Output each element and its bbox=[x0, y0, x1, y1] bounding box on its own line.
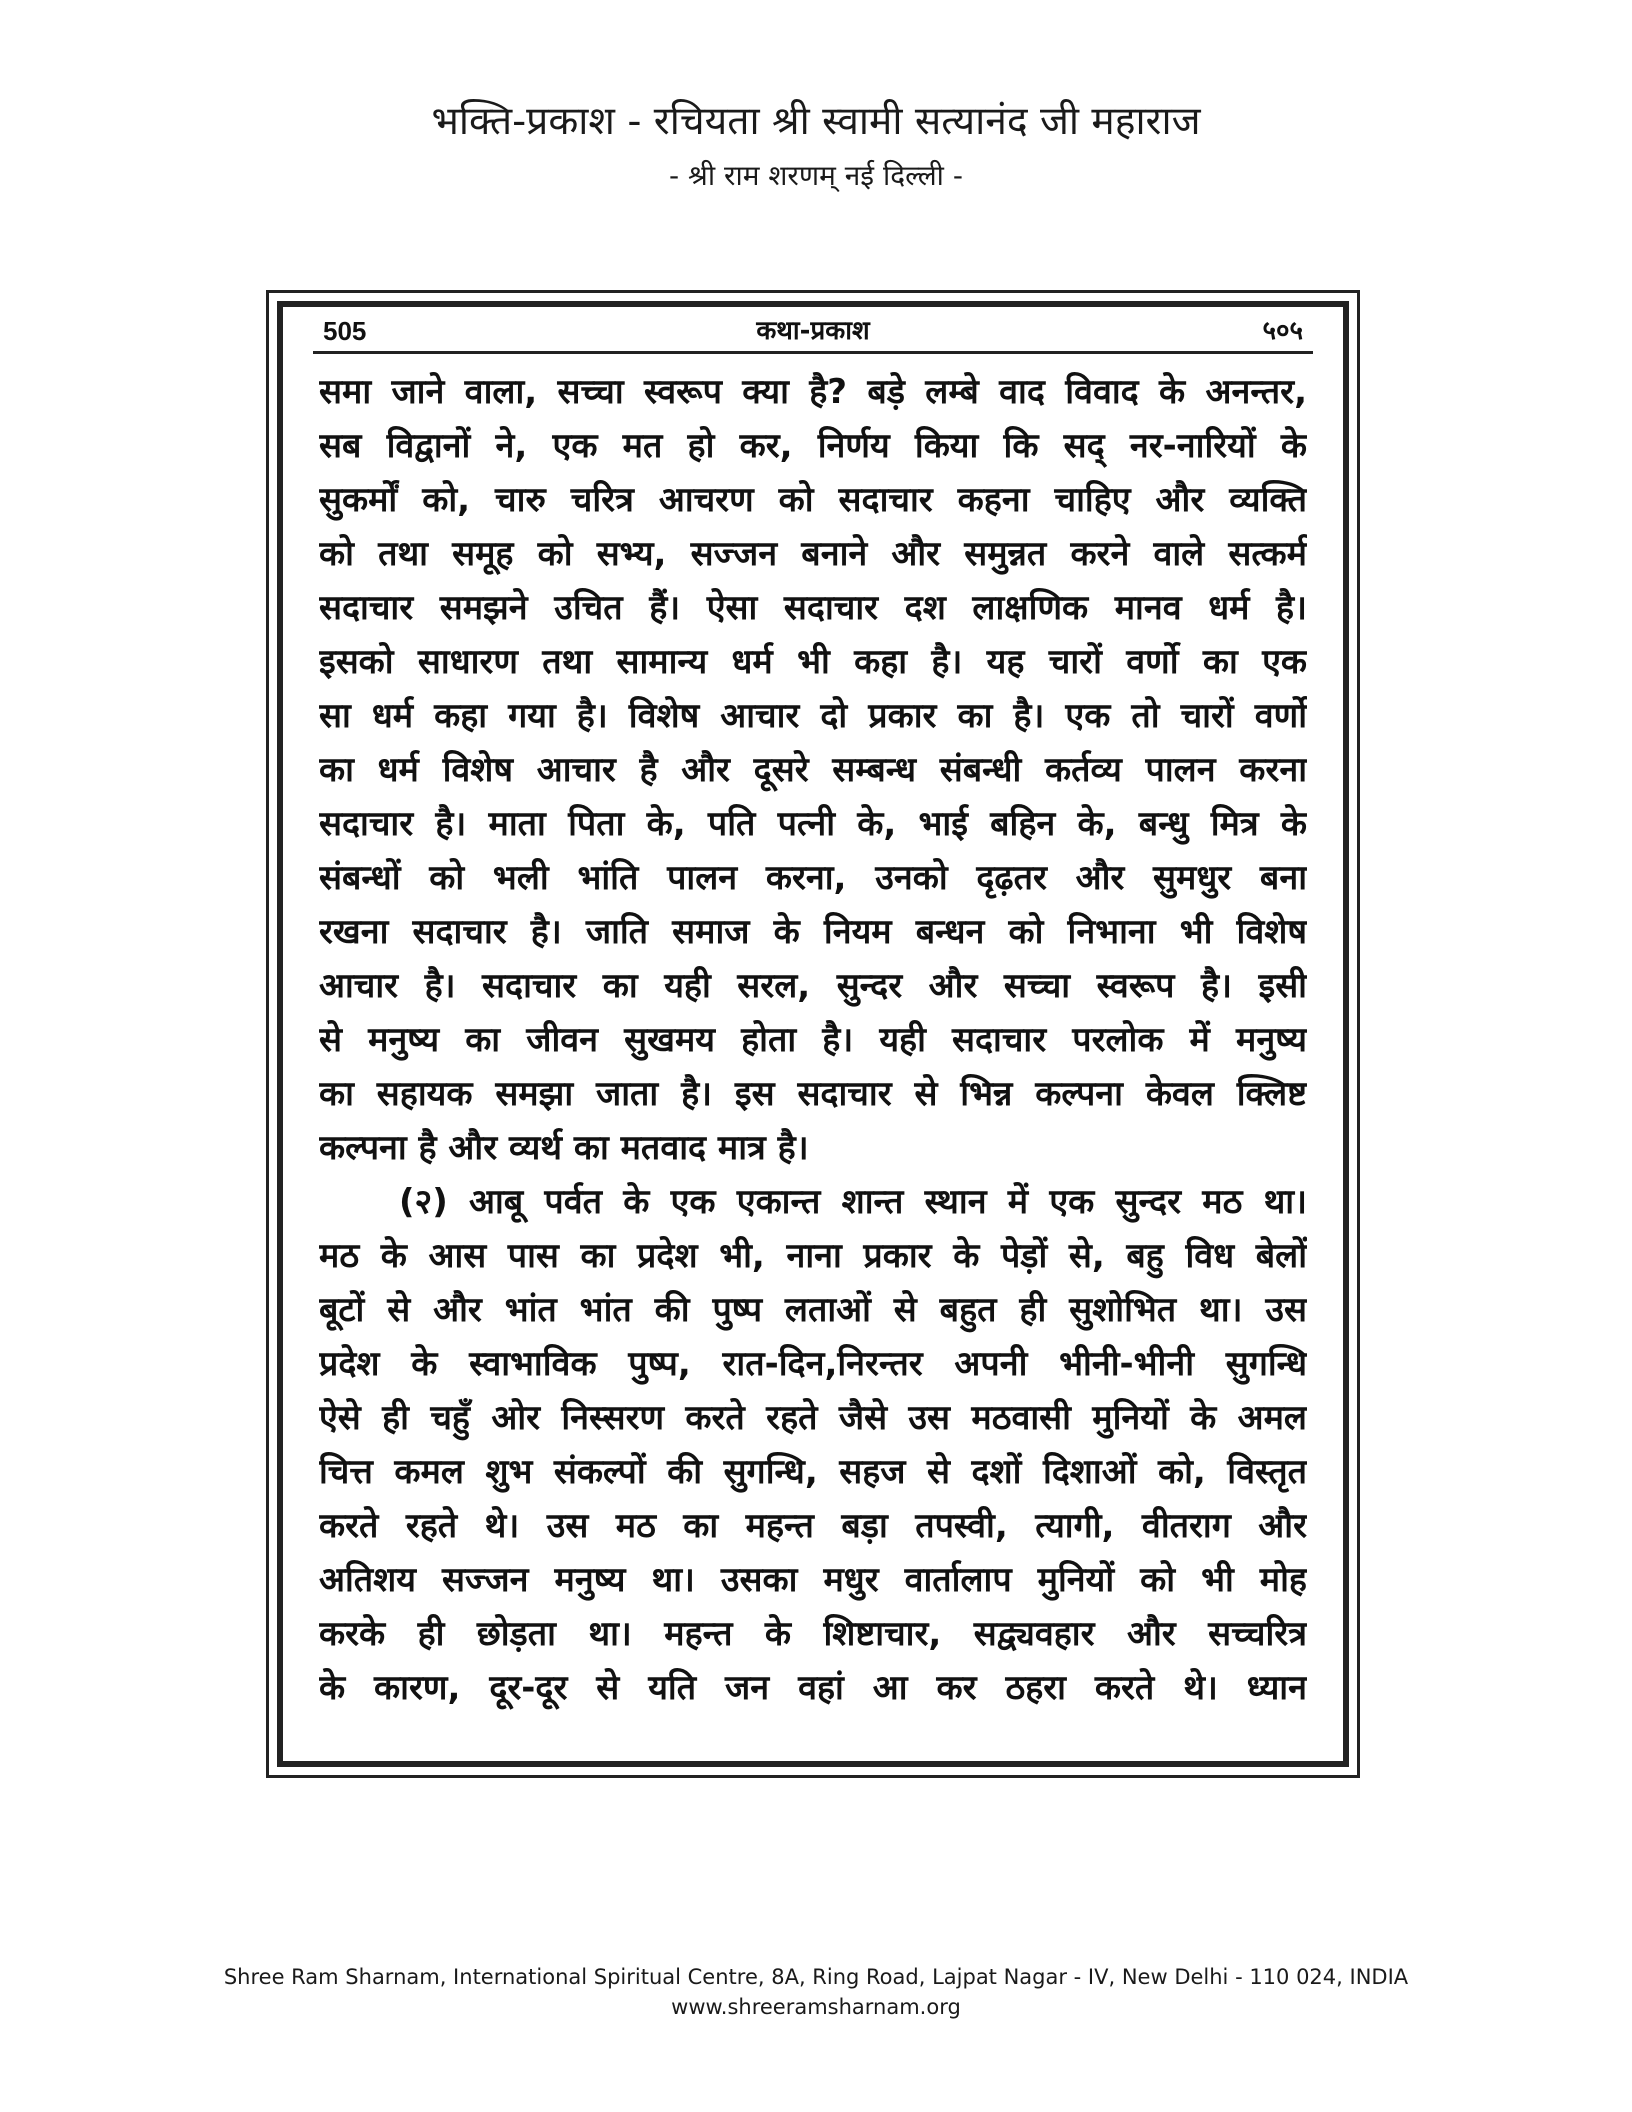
text-line: अतिशय सज्जन मनुष्य था। उसका मधुर वार्तालाप मुनियों को भी मोह bbox=[319, 1560, 1307, 1600]
footer-website: www.shreeramsharnam.org bbox=[671, 1995, 961, 2019]
text-line: का सहायक समझा जाता है। इस सदाचार से भिन्न कल्पना केवल क्लिष्ट bbox=[319, 1074, 1307, 1114]
text-line: को तथा समूह को सभ्य, सज्जन बनाने और समुन्नत करने वाले सत्कर्म bbox=[319, 534, 1307, 574]
page-frame bbox=[266, 290, 1360, 1778]
paragraph-start-line: (२) आबू पर्वत के एक एकान्त शान्त स्थान में एक सुन्दर मठ था। bbox=[399, 1182, 1307, 1222]
text-line: सुकर्मों को, चारु चरित्र आचरण को सदाचार कहना चाहिए और व्यक्ति bbox=[319, 480, 1307, 520]
text-line: ऐसे ही चहुँ ओर निस्सरण करते रहते जैसे उस मठवासी मुनियों के अमल bbox=[319, 1398, 1307, 1438]
text-line: समा जाने वाला, सच्चा स्वरूप क्या है? बड़े लम्बे वाद विवाद के अनन्तर, bbox=[319, 372, 1307, 412]
text-line: प्रदेश के स्वाभाविक पुष्प, रात-दिन,निरन्तर अपनी भीनी-भीनी सुगन्धि bbox=[319, 1344, 1307, 1384]
running-head bbox=[313, 307, 1313, 354]
text-line: मठ के आस पास का प्रदेश भी, नाना प्रकार के पेड़ों से, बहु विध बेलों bbox=[319, 1236, 1307, 1276]
text-line: करते रहते थे। उस मठ का महन्त बड़ा तपस्वी, त्यागी, वीतराग और bbox=[319, 1506, 1307, 1546]
text-line: सा धर्म कहा गया है। विशेष आचार दो प्रकार का है। एक तो चारों वर्णो bbox=[319, 696, 1307, 736]
chapter-title: कथा-प्रकाश bbox=[756, 316, 870, 346]
document-header bbox=[0, 96, 1632, 196]
text-line: चित्त कमल शुभ संकल्पों की सुगन्धि, सहज से दशों दिशाओं को, विस्तृत bbox=[319, 1452, 1307, 1492]
publisher-line: - श्री राम शरणम् नई दिल्ली - bbox=[669, 159, 963, 192]
text-line: सदाचार समझने उचित हैं। ऐसा सदाचार दश लाक्षणिक मानव धर्म है। bbox=[319, 588, 1307, 628]
text-line: इसको साधारण तथा सामान्य धर्म भी कहा है। यह चारों वर्णो का एक bbox=[319, 642, 1307, 682]
page-number-english: 505 bbox=[323, 316, 367, 346]
text-line: सब विद्वानों ने, एक मत हो कर, निर्णय किया कि सद् नर-नारियों के bbox=[319, 426, 1307, 466]
text-line: का धर्म विशेष आचार है और दूसरे सम्बन्ध संबन्धी कर्तव्य पालन करना bbox=[319, 750, 1307, 790]
body-text bbox=[319, 365, 1307, 1715]
text-line: रखना सदाचार है। जाति समाज के नियम बन्धन को निभाना भी विशेष bbox=[319, 912, 1307, 952]
footer-address: Shree Ram Sharnam, International Spiritual Centre, 8A, Ring Road, Lajpat Nagar - IV, New Delhi - 110 024, INDIA bbox=[223, 1965, 1409, 1989]
text-line: से मनुष्य का जीवन सुखमय होता है। यही सदाचार परलोक में मनुष्य bbox=[319, 1020, 1307, 1060]
text-line: करके ही छोड़ता था। महन्त के शिष्टाचार, सद्व्यवहार और सच्चरित्र bbox=[319, 1614, 1307, 1654]
text-line: कल्पना है और व्यर्थ का मतवाद मात्र है। bbox=[319, 1128, 809, 1168]
text-line: संबन्धों को भली भांति पालन करना, उनको दृढ़तर और सुमधुर बना bbox=[319, 858, 1307, 898]
page-frame-inner bbox=[277, 301, 1349, 1767]
text-line: बूटों से और भांत भांत की पुष्प लताओं से बहुत ही सुशोभित था। उस bbox=[319, 1290, 1307, 1330]
text-line: सदाचार है। माता पिता के, पति पत्नी के, भाई बहिन के, बन्धु मित्र के bbox=[319, 804, 1307, 844]
text-line: के कारण, दूर-दूर से यति जन वहां आ कर ठहरा करते थे। ध्यान bbox=[319, 1668, 1307, 1708]
document-footer bbox=[0, 1962, 1632, 2022]
book-title: भक्ति-प्रकाश - रचियता श्री स्वामी सत्यानंद जी महाराज bbox=[431, 99, 1201, 144]
page-number-hindi: ५०५ bbox=[1262, 316, 1303, 346]
text-line: आचार है। सदाचार का यही सरल, सुन्दर और सच्चा स्वरूप है। इसी bbox=[319, 966, 1307, 1006]
